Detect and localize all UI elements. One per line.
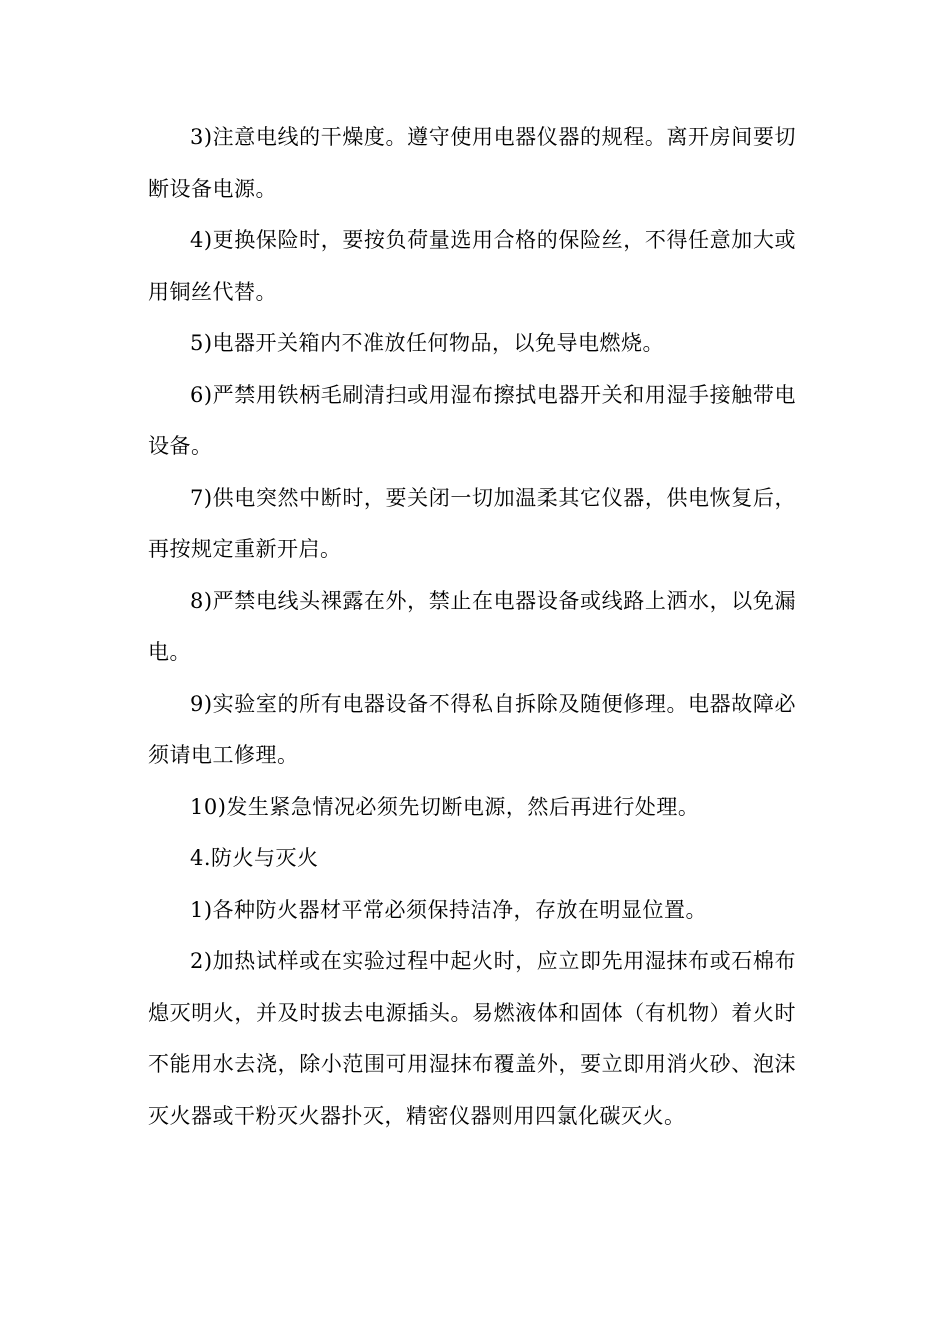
paragraph-electrical-10: 10)发生紧急情况必须先切断电源，然后再进行处理。 <box>190 794 700 819</box>
paragraph-electrical-8: 8)严禁电线头裸露在外，禁止在电器设备或线路上洒水，以免漏电。 <box>148 588 796 664</box>
paragraph-fire-1: 1)各种防火器材平常必须保持洁净，存放在明显位置。 <box>190 897 708 922</box>
paragraph-electrical-4: 4)更换保险时，要按负荷量选用合格的保险丝，不得任意加大或用铜丝代替。 <box>148 228 796 304</box>
paragraph-electrical-9: 9)实验室的所有电器设备不得私自拆除及随便修理。电器故障必须请电工修理。 <box>148 691 796 767</box>
document-page <box>148 112 796 1142</box>
paragraph-electrical-6: 6)严禁用铁柄毛刷清扫或用湿布擦拭电器开关和用湿手接触带电设备。 <box>148 382 796 458</box>
paragraph-fire-2: 2)加热试样或在实验过程中起火时，应立即先用湿抹布或石棉布熄灭明火，并及时拔去电源插头。易燃液体和固体（有机物）着火时不能用水去浇，除小范围可用湿抹布覆盖外，要立即用消火砂、泡沫灭火器或干粉灭火器扑灭，精密仪器则用四氯化碳灭火。 <box>148 949 796 1128</box>
paragraph-electrical-5: 5)电器开关箱内不准放任何物品，以免导电燃烧。 <box>190 331 665 355</box>
paragraph-electrical-3: 3)注意电线的干燥度。遵守使用电器仪器的规程。离开房间要切断设备电源。 <box>148 125 796 201</box>
section-heading-fire: 4.防火与灭火 <box>190 846 319 870</box>
paragraph-electrical-7: 7)供电突然中断时，要关闭一切加温柔其它仪器，供电恢复后，再按规定重新开启。 <box>148 485 796 561</box>
